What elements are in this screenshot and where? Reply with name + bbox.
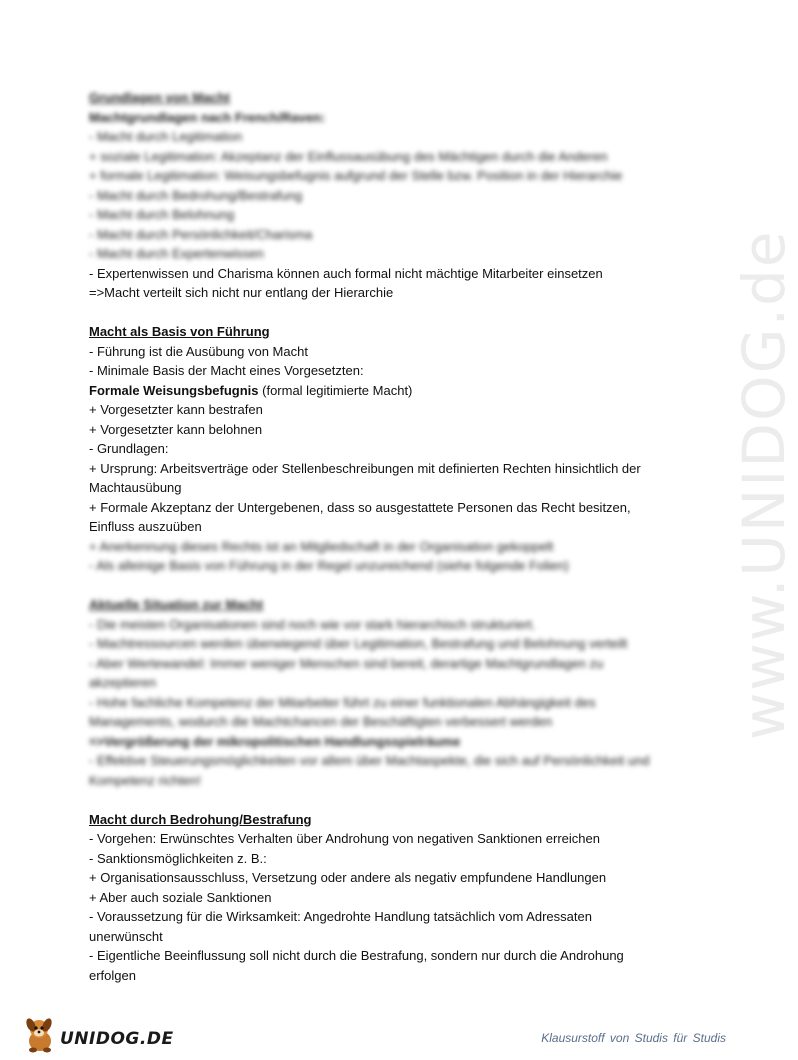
text-line: + Formale Akzeptanz der Untergebenen, dass so ausgestattete Personen das Recht besitzen, Einfluss auszuüben [89, 499, 631, 534]
text-line: + Vorgesetzter kann belohnen [89, 421, 263, 437]
text-line: - Effektive Steuerungsmöglichkeiten vor allem über Machtaspekte, die sich auf Persönlichkeit und Kompetenz richten! [89, 753, 650, 788]
text-line: + formale Legitimation: Weisungsbefugnis aufgrund der Stelle bzw. Position in der Hierarchie [89, 168, 623, 183]
text-line: - Hohe fachliche Kompetenz der Mitarbeiter führt zu einer funktionalen Abhängigkeit des Managements, wodurch die Machtchancen der Beschäftigten verbessert werden [89, 694, 596, 729]
text-line: + Anerkennung dieses Rechts ist an Mitgliedschaft in der Organisation gekoppelt [89, 538, 554, 554]
paragraph-gap [89, 576, 669, 596]
logo-text: UNIDOG.DE [60, 1029, 174, 1049]
text-line: + Ursprung: Arbeitsverträge oder Stellenbeschreibungen mit definierten Rechten hinsichtlich der Machtausübung [89, 460, 641, 495]
text-line: - Macht durch Belohnung [89, 207, 235, 222]
bold-term: Formale Weisungsbefugnis [89, 382, 259, 398]
text-line: - Minimale Basis der Macht eines Vorgesetzten: [89, 363, 364, 378]
text-line: - Sanktionsmöglichkeiten z. B.: [89, 850, 267, 866]
text-line: - Macht durch Expertenwissen [89, 246, 264, 261]
term-description: (formal legitimierte Macht) [258, 382, 413, 398]
dog-mascot-icon [22, 1015, 62, 1055]
text-line: + Organisationsausschluss, Versetzung oder andere als negativ empfundene Handlungen [89, 870, 607, 885]
text-line: - Machtressourcen werden überwiegend über Legitimation, Bestrafung und Belohnung verteilt [89, 636, 628, 651]
text-line: - Vorgehen: Erwünschtes Verhalten über Androhung von negativen Sanktionen erreichen [89, 831, 600, 846]
paragraph-gap [89, 303, 669, 323]
text-line: + Aber auch soziale Sanktionen [89, 889, 272, 905]
text-line: - Aber Wertewandel: Immer weniger Menschen sind bereit, derartige Machtgrundlagen zu akzeptieren [89, 655, 604, 690]
section-heading: Aktuelle Situation zur Macht [89, 597, 264, 612]
text-line: - Macht durch Legitimation [89, 129, 243, 144]
text-line: - Macht durch Persönlichkeit/Charisma [89, 226, 313, 242]
text-line: - Macht durch Bedrohung/Bestrafung [89, 187, 303, 203]
watermark-text: www.UNIDOG.de [730, 229, 798, 740]
text-line: - Die meisten Organisationen sind noch wie vor stark hierarchisch strukturiert. [89, 616, 536, 632]
text-line: Machtgrundlagen nach French/Raven: [89, 109, 326, 125]
text-line: - Als alleinige Basis von Führung in der Regel unzureichend (siehe folgende Folien) [89, 558, 569, 573]
text-line: - Eigentliche Beeinflussung soll nicht durch die Bestrafung, sondern nur durch die Androhung erfolgen [89, 948, 624, 983]
text-line: + Vorgesetzter kann bestrafen [89, 402, 263, 417]
text-line: - Führung ist die Ausübung von Macht [89, 343, 308, 359]
text-line: + soziale Legitimation: Akzeptanz der Einflussausübung des Mächtigen durch die Anderen [89, 148, 608, 164]
footer-tagline: Klausurstoff von Studis für Studis [541, 1031, 726, 1045]
section-heading: Macht durch Bedrohung/Bestrafung [89, 811, 312, 827]
text-line: - Voraussetzung für die Wirksamkeit: Angedrohte Handlung tatsächlich vom Adressaten unerwünscht [89, 909, 592, 944]
text-line: - Expertenwissen und Charisma können auch formal nicht mächtige Mitarbeiter einsetzen [89, 265, 603, 281]
text-line: - Grundlagen: [89, 441, 169, 456]
section-heading: Macht als Basis von Führung [89, 324, 270, 339]
watermark [670, 229, 798, 740]
document-body [89, 88, 669, 985]
text-line: =>Macht verteilt sich nicht nur entlang der Hierarchie [89, 285, 394, 300]
text-line [89, 381, 669, 401]
footer-logo [22, 1015, 174, 1055]
section-heading: Grundlagen von Macht [89, 90, 230, 105]
paragraph-gap [89, 790, 669, 810]
text-line: =>Vergrößerung der mikropolitischen Handlungsspielräume [89, 733, 461, 749]
